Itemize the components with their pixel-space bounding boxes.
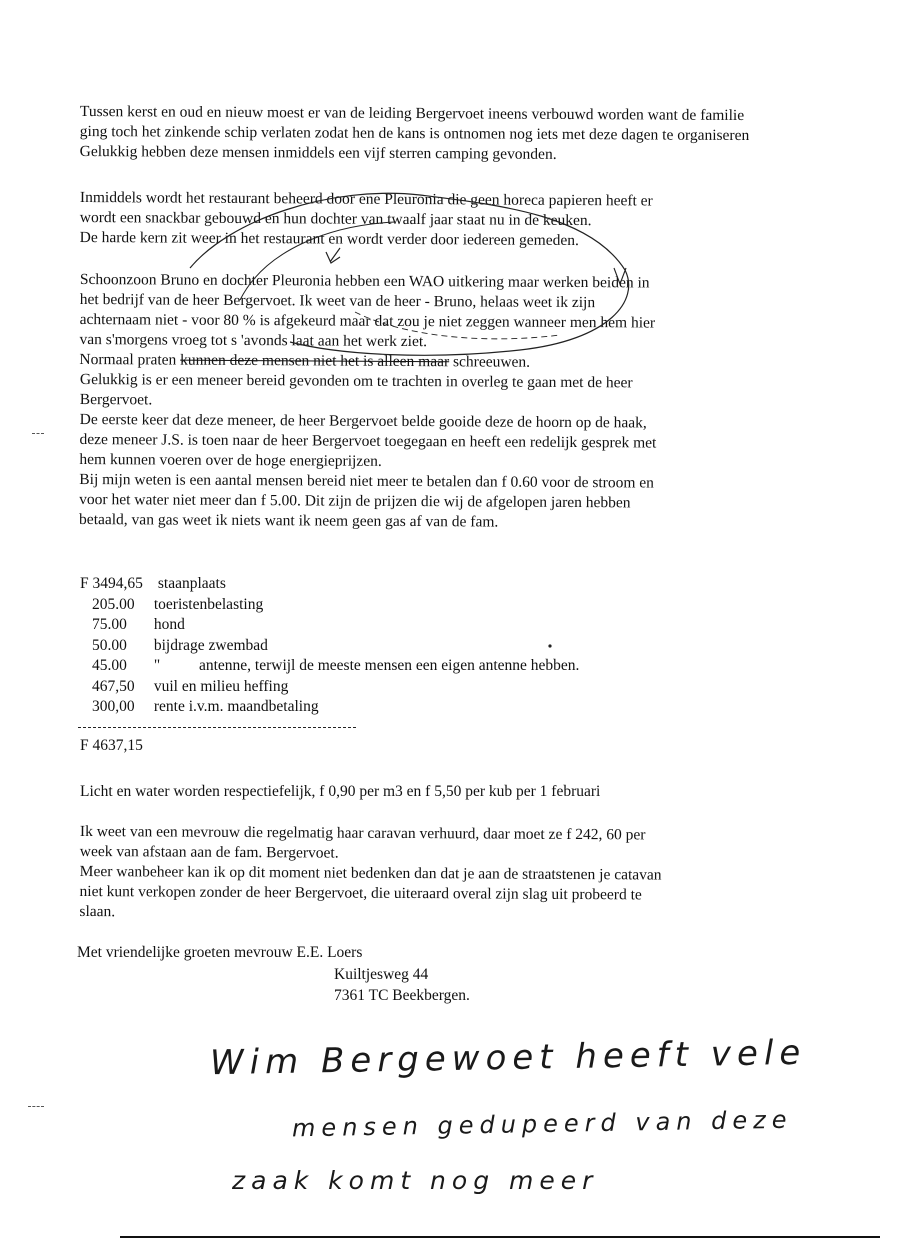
text-line: hem kunnen voeren over de hoge energieprijzen. <box>79 450 382 470</box>
text-line: Bij mijn weten is een aantal mensen bereid niet meer te betalen dan f 0.60 voor de stroom en <box>79 470 654 492</box>
cost-list <box>80 574 579 718</box>
text-line-struck: Normaal praten kunnen deze mensen niet het is alleen maar schreeuwen. <box>79 350 531 371</box>
cost-row: 75.00 hond <box>92 616 185 633</box>
cost-row: 467,50 vuil en milieu heffing <box>92 677 289 695</box>
cost-row: 205.00 toeristenbelasting <box>92 595 264 613</box>
text-line: De harde kern zit weer in het restaurant en wordt verder door iedereen gemeden. <box>79 228 579 250</box>
paragraph-caravan <box>79 822 870 927</box>
text-line: wordt een snackbar gebouwd en hun dochter van twaalf jaar staat nu in de keuken. <box>79 208 592 230</box>
greeting: Met vriendelijke groeten mevrouw E.E. Loers <box>77 944 363 961</box>
sum-divider <box>78 727 356 728</box>
paragraph-negotiation <box>79 370 870 535</box>
struck-text: kunnen deze mensen niet het is alleen maar <box>180 351 450 371</box>
text-line: De eerste keer dat deze meneer, de heer Bergervoet belde gooide deze de hoorn op de haak, <box>79 410 647 432</box>
text-line: week van afstaan aan de fam. Bergervoet. <box>79 842 339 862</box>
text-line: Gelukkig is er een meneer bereid gevonden om te trachten in overleg te gaan met de heer <box>79 370 633 392</box>
text-line: niet kunt verkopen zonder de heer Bergervoet, die uiteraard overal zijn slag uit probeerd te <box>79 882 642 904</box>
scan-mark <box>28 1106 44 1107</box>
text-line: slaan. <box>79 902 116 921</box>
handwritten-line: mensen gedupeerd van deze <box>291 1105 793 1143</box>
cost-row: 50.00 bijdrage zwembad <box>92 636 268 654</box>
cost-row: F 3494,65 staanplaats <box>80 575 226 592</box>
scan-mark <box>32 433 44 434</box>
text-line: Bergervoet. <box>79 390 153 409</box>
address-city: 7361 TC Beekbergen. <box>334 987 470 1004</box>
cost-total: F 4637,15 <box>80 737 143 754</box>
insert-arrow <box>326 248 340 263</box>
text-line: Tussen kerst en oud en nieuw moest er van de leiding Bergervoet ineens verbouwd worden want de familie <box>79 102 745 125</box>
text-line: deze meneer J.S. is toen naar de heer Bergervoet toegegaan en heeft een redelijk gesprek met <box>79 430 657 452</box>
text-line: Meer wanbeheer kan ik op dit moment niet bedenken dan dat je aan de straatstenen je catavan <box>79 862 662 884</box>
text-line: Inmiddels wordt het restaurant beheerd door ene Pleuronia die geen horeca papieren heeft er <box>79 188 653 210</box>
paragraph-wao <box>79 270 870 375</box>
text-line: voor het water niet meer dan f 5.00. Dit zijn de prijzen die wij de afgelopen jaren hebben <box>79 490 631 512</box>
text-line: Ik weet van een mevrouw die regelmatig haar caravan verhuurd, daar moet ze f 242, 60 per <box>79 823 646 844</box>
address-street: Kuiltjesweg 44 <box>334 966 429 983</box>
cost-row: 45.00 " antenne, terwijl de meeste mensen een eigen antenne hebben. <box>92 657 580 674</box>
text-line: van s'morgens vroeg tot s 'avonds laat aan het werk ziet. <box>79 330 428 351</box>
handwritten-line: zaak komt nog meer <box>232 1166 599 1195</box>
handwritten-line: Wim Bergewoet heeft vele <box>209 1032 807 1084</box>
cost-row: 300,00 rente i.v.m. maandbetaling <box>92 698 319 715</box>
prices-line: Licht en water worden respectiefelijk, f 0,90 per m3 en f 5,50 per kub per 1 februari <box>80 783 601 800</box>
paragraph-restaurant <box>80 188 870 253</box>
text-line: ging toch het zinkende schip verlaten zodat hen de kans is ontnomen nog iets met deze dagen te organiseren <box>79 122 750 145</box>
text-line: het bedrijf van de heer Bergervoet. Ik weet van de heer - Bruno, helaas weet ik zijn <box>79 290 596 312</box>
paragraph-renovation <box>80 102 870 167</box>
scan-bottom-edge <box>120 1236 880 1238</box>
text-line: Gelukkig hebben deze mensen inmiddels een vijf sterren camping gevonden. <box>79 142 557 163</box>
text-line: achternaam niet - voor 80 % is afgekeurd maar dat zou je niet zeggen wanneer men hem hier <box>79 310 656 332</box>
text-line: Schoonzoon Bruno en dochter Pleuronia hebben een WAO uitkering maar werken beiden in <box>79 270 650 292</box>
text-line: betaald, van gas weet ik niets want ik neem geen gas af van de fam. <box>79 510 499 531</box>
